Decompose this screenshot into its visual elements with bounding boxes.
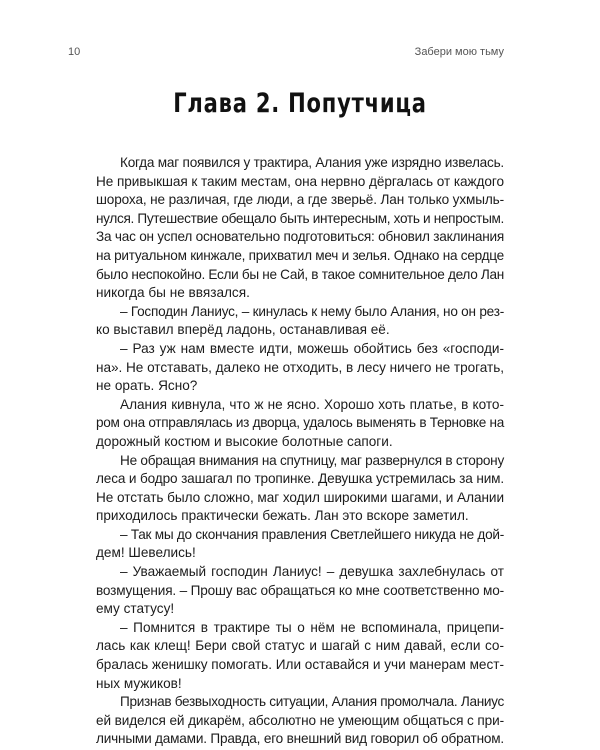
text-line: Признав безвыходность ситуации, Алания промолчала. Ланиус [120, 694, 504, 710]
text-line: ко выставил вперёд ладонь, останавливая её. [96, 322, 390, 338]
text-line: Не обращая внимания на спутницу, маг развернулся в сторону [120, 452, 504, 468]
text-line: дем! Шевелись! [96, 545, 196, 561]
text-line: – Так мы до скончания правления Светлейшего никуда не дой- [120, 526, 504, 542]
text-line: ных мужиков! [96, 675, 182, 691]
text-line: никогда бы не ввязался. [96, 285, 250, 301]
text-line: на». Не отставать, далеко не отходить, в лесу ничего не трогать, [96, 359, 504, 375]
chapter-title: Глава 2. Попутчица [173, 88, 427, 119]
text-line: – Уважаемый господин Ланиус! – девушка захлебнулась от [120, 564, 504, 580]
text-line: лась как клещ! Бери свой статус и шагай с ним давай, если со- [96, 638, 504, 654]
text-line: Алания кивнула, что ж не ясно. Хорошо хоть платье, в кото- [120, 396, 504, 412]
text-line: нулся. Путешествие обещало быть интересным, хоть и непростым. [96, 210, 504, 226]
text-line: – Господин Ланиус, – кинулась к нему было Алания, но он рез- [120, 303, 504, 319]
text-line: За час он успел основательно подготовиться: обновил заклинания [96, 229, 504, 245]
text-line: ему статусу! [96, 601, 175, 617]
text-line: не орать. Ясно? [96, 378, 198, 394]
text-line: было неспокойно. Если бы не Сай, в такое сомнительное дело Лан [96, 266, 504, 282]
page-number: 10 [68, 46, 81, 58]
text-line: личными дамами. Правда, его внешний вид говорил об обратном. [96, 731, 504, 747]
text-line: дорожный костюм и высокие болотные сапоги. [96, 433, 393, 449]
book-title: Забери мою тьму [414, 46, 504, 58]
body-text [96, 154, 504, 749]
text-line: – Раз уж нам вместе идти, можешь обойтись без «господи- [120, 340, 504, 356]
text-line: ром она отправлялась из дворца, удалось выменять в Терновке на [96, 415, 504, 431]
text-line: бралась женишку помогать. Или оставайся и учи манерам мест- [96, 657, 504, 673]
running-head [68, 46, 504, 62]
text-line: возмущения. – Прошу вас обращаться ко мне соответственно мо- [96, 582, 504, 598]
text-line: – Помнится в трактире ты о нём не вспоминала, прицепи- [120, 619, 504, 635]
text-line: ей виделся ей дикарём, абсолютно не умеющим общаться с при- [96, 712, 504, 728]
text-line: шороха, не различая, где люди, а где зверьё. Лан только ухмыль- [96, 192, 504, 208]
text-line: на ритуальном кинжале, прихватил меч и зелья. Однако на сердце [96, 247, 504, 263]
text-line: Когда маг появился у трактира, Алания уже изрядно извелась. [120, 155, 504, 170]
text-line: леса и бодро зашагал по тропинке. Девушка устремилась за ним. [96, 471, 504, 487]
text-line: Не привыкшая к таким местам, она нервно дёргалась от каждого [96, 173, 504, 189]
text-line: Не отстать было сложно, маг ходил широкими шагами, и Алании [96, 489, 504, 505]
text-line: приходилось практически бежать. Лан это вскоре заметил. [96, 508, 469, 524]
